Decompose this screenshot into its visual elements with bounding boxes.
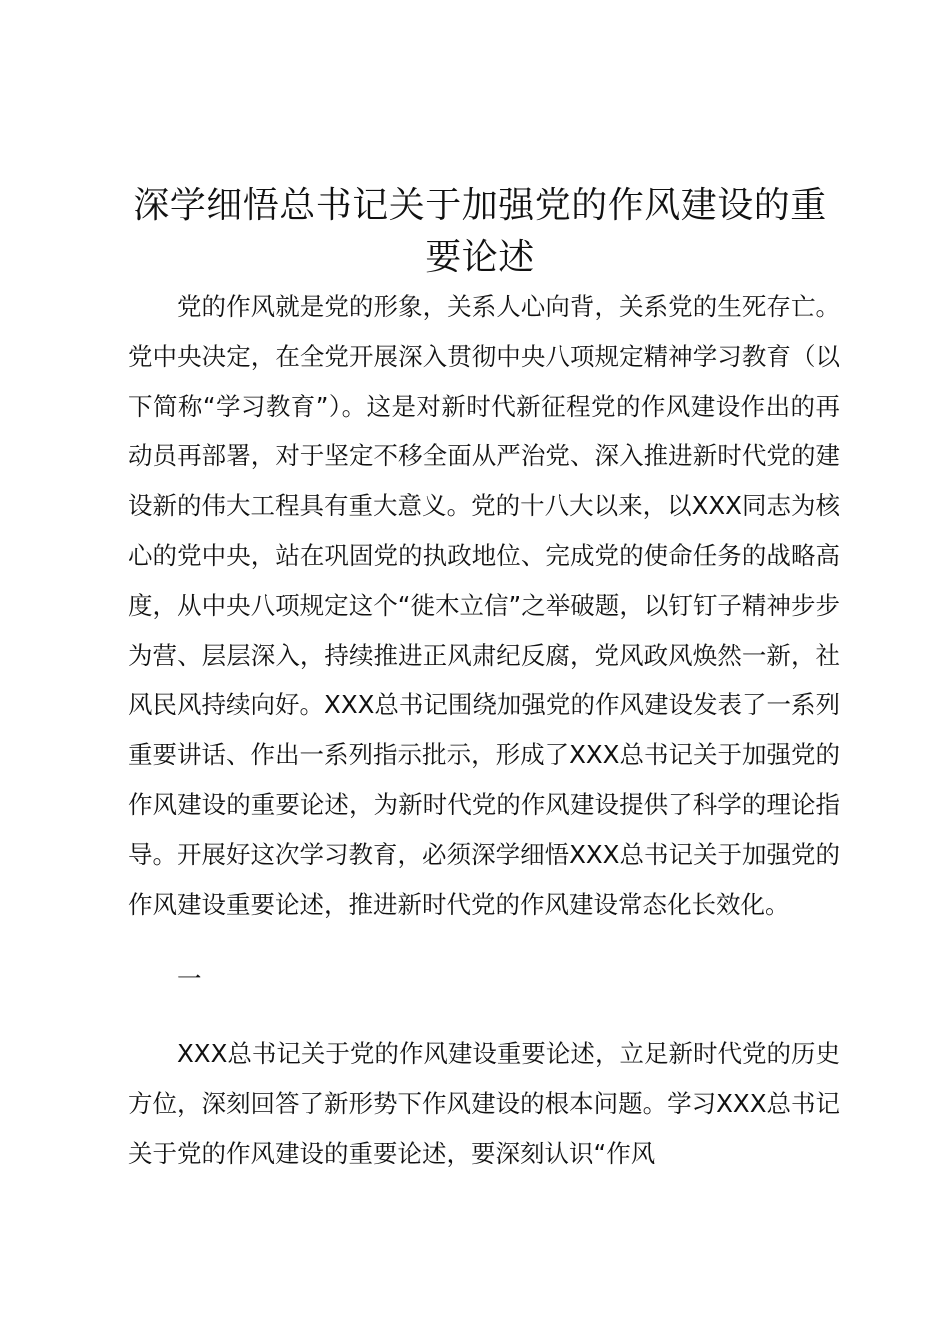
document-title: 深学细悟总书记关于加强党的作风建设的重要论述 bbox=[133, 185, 827, 278]
intro-paragraph: 党的作风就是党的形象，关系人心向背，关系党的生死存亡。党中央决定，在全党开展深入贯彻中央八项规定精神学习教育（以下简称“学习教育”）。这是对新时代新征程党的作风建设作出的再动员再部署，对于坚定不移全面从严治党、深入推进新时代党的建设新的伟大工程具有重大意义。党的十八大以来，以XXX同志为核心的党中央，站在巩固党的执政地位、完成党的使命任务的战略高度，从中央八项规定这个“徙木立信”之举破题，以钉钉子精神步步为营、层层深入，持续推进正风肃纪反腐，党风政风焕然一新，社风民风持续向好。XXX总书记围绕加强党的作风建设发表了一系列重要讲话、作出一系列指示批示，形成了XXX总书记关于加强党的作风建设的重要论述，为新时代党的作风建设提供了科学的理论指导。开展好这次学习教育，必须深学细悟XXX总书记关于加强党的作风建设重要论述，推进新时代党的作风建设常态化长效化。 bbox=[128, 292, 840, 919]
document-body bbox=[128, 282, 840, 1178]
section-number: 一 bbox=[177, 964, 202, 994]
section-paragraph: XXX总书记关于党的作风建设重要论述，立足新时代党的历史方位，深刻回答了新形势下作风建设的根本问题。学习XXX总书记关于党的作风建设的重要论述，要深刻认识“作风 bbox=[128, 1038, 840, 1168]
